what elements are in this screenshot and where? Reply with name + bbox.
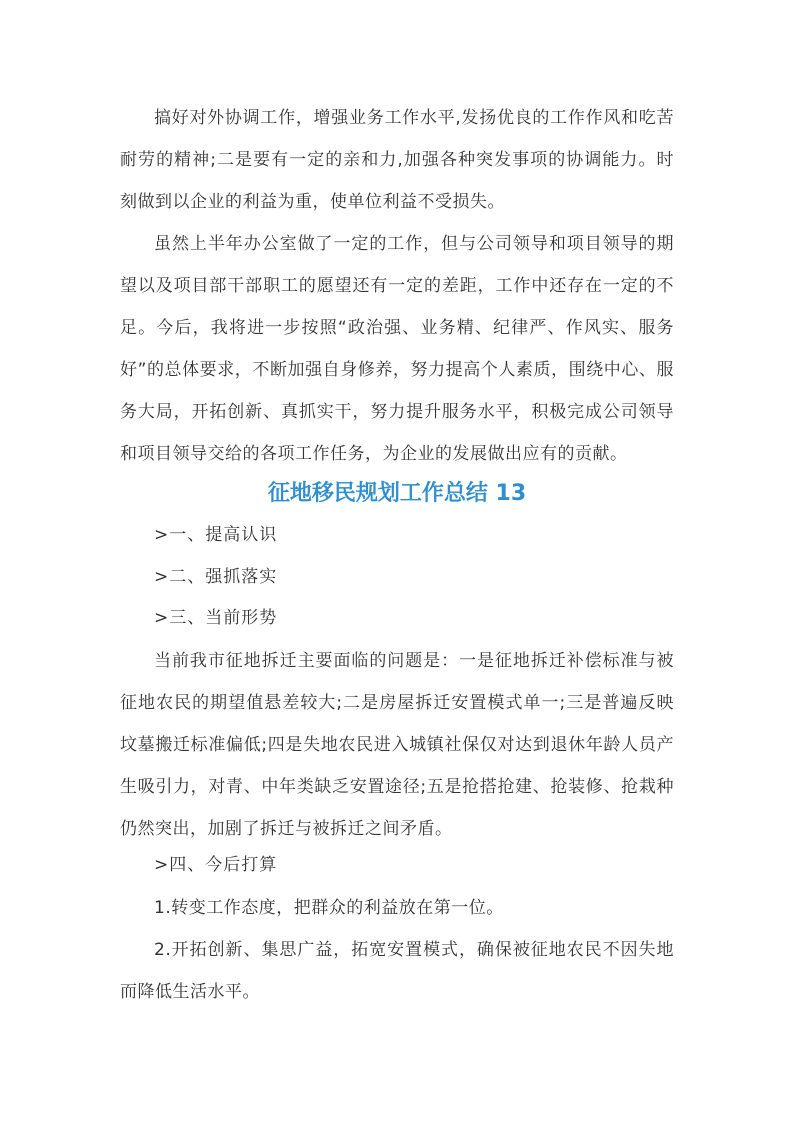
list-item: >一、提高认识 <box>154 525 278 545</box>
plan-point: 1.转变工作态度，把群众的利益放在第一位。 <box>154 898 504 918</box>
list-item: >二、强抓落实 <box>154 567 278 587</box>
paragraph-situation: 当前我市征地拆迁主要面临的问题是：一是征地拆迁补偿标准与被征地农民的期望值悬差较大;二是房屋拆迁安置模式单一;三是普遍反映坟墓搬迁标准偏低;四是失地农民进入城镇社保仅对达到退休年龄人员产生吸引力，对青、中年类缺乏安置途径;五是抢搭抢建、抢装修、抢栽种仍然突出，加剧了拆迁与被拆迁之间矛盾。 <box>120 651 674 839</box>
paragraph-coordination: 搞好对外协调工作，增强业务工作水平,发扬优良的工作作风和吃苦耐劳的精神;二是要有一定的亲和力,加强各种突发事项的协调能力。时刻做到以企业的利益为重，使单位利益不受损失。 <box>120 108 674 212</box>
section-title: 征地移民规划工作总结 13 <box>267 481 527 506</box>
plan-point: 2.开拓创新、集思广益，拓宽安置模式，确保被征地农民不因失地而降低生活水平。 <box>120 940 674 1002</box>
list-item: >三、当前形势 <box>154 608 278 628</box>
paragraph-outlook: 虽然上半年办公室做了一定的工作，但与公司领导和项目领导的期望以及项目部干部职工的愿望还有一定的差距，工作中还存在一定的不足。今后，我将进一步按照“政治强、业务精、纪律严、作风实、服务好”的总体要求，不断加强自身修养，努力提高个人素质，围绕中心、服务大局，开拓创新、真抓实干，努力提升服务水平，积极完成公司领导和项目领导交给的各项工作任务，为企业的发展做出应有的贡献。 <box>120 234 674 464</box>
list-item: >四、今后打算 <box>154 855 278 875</box>
